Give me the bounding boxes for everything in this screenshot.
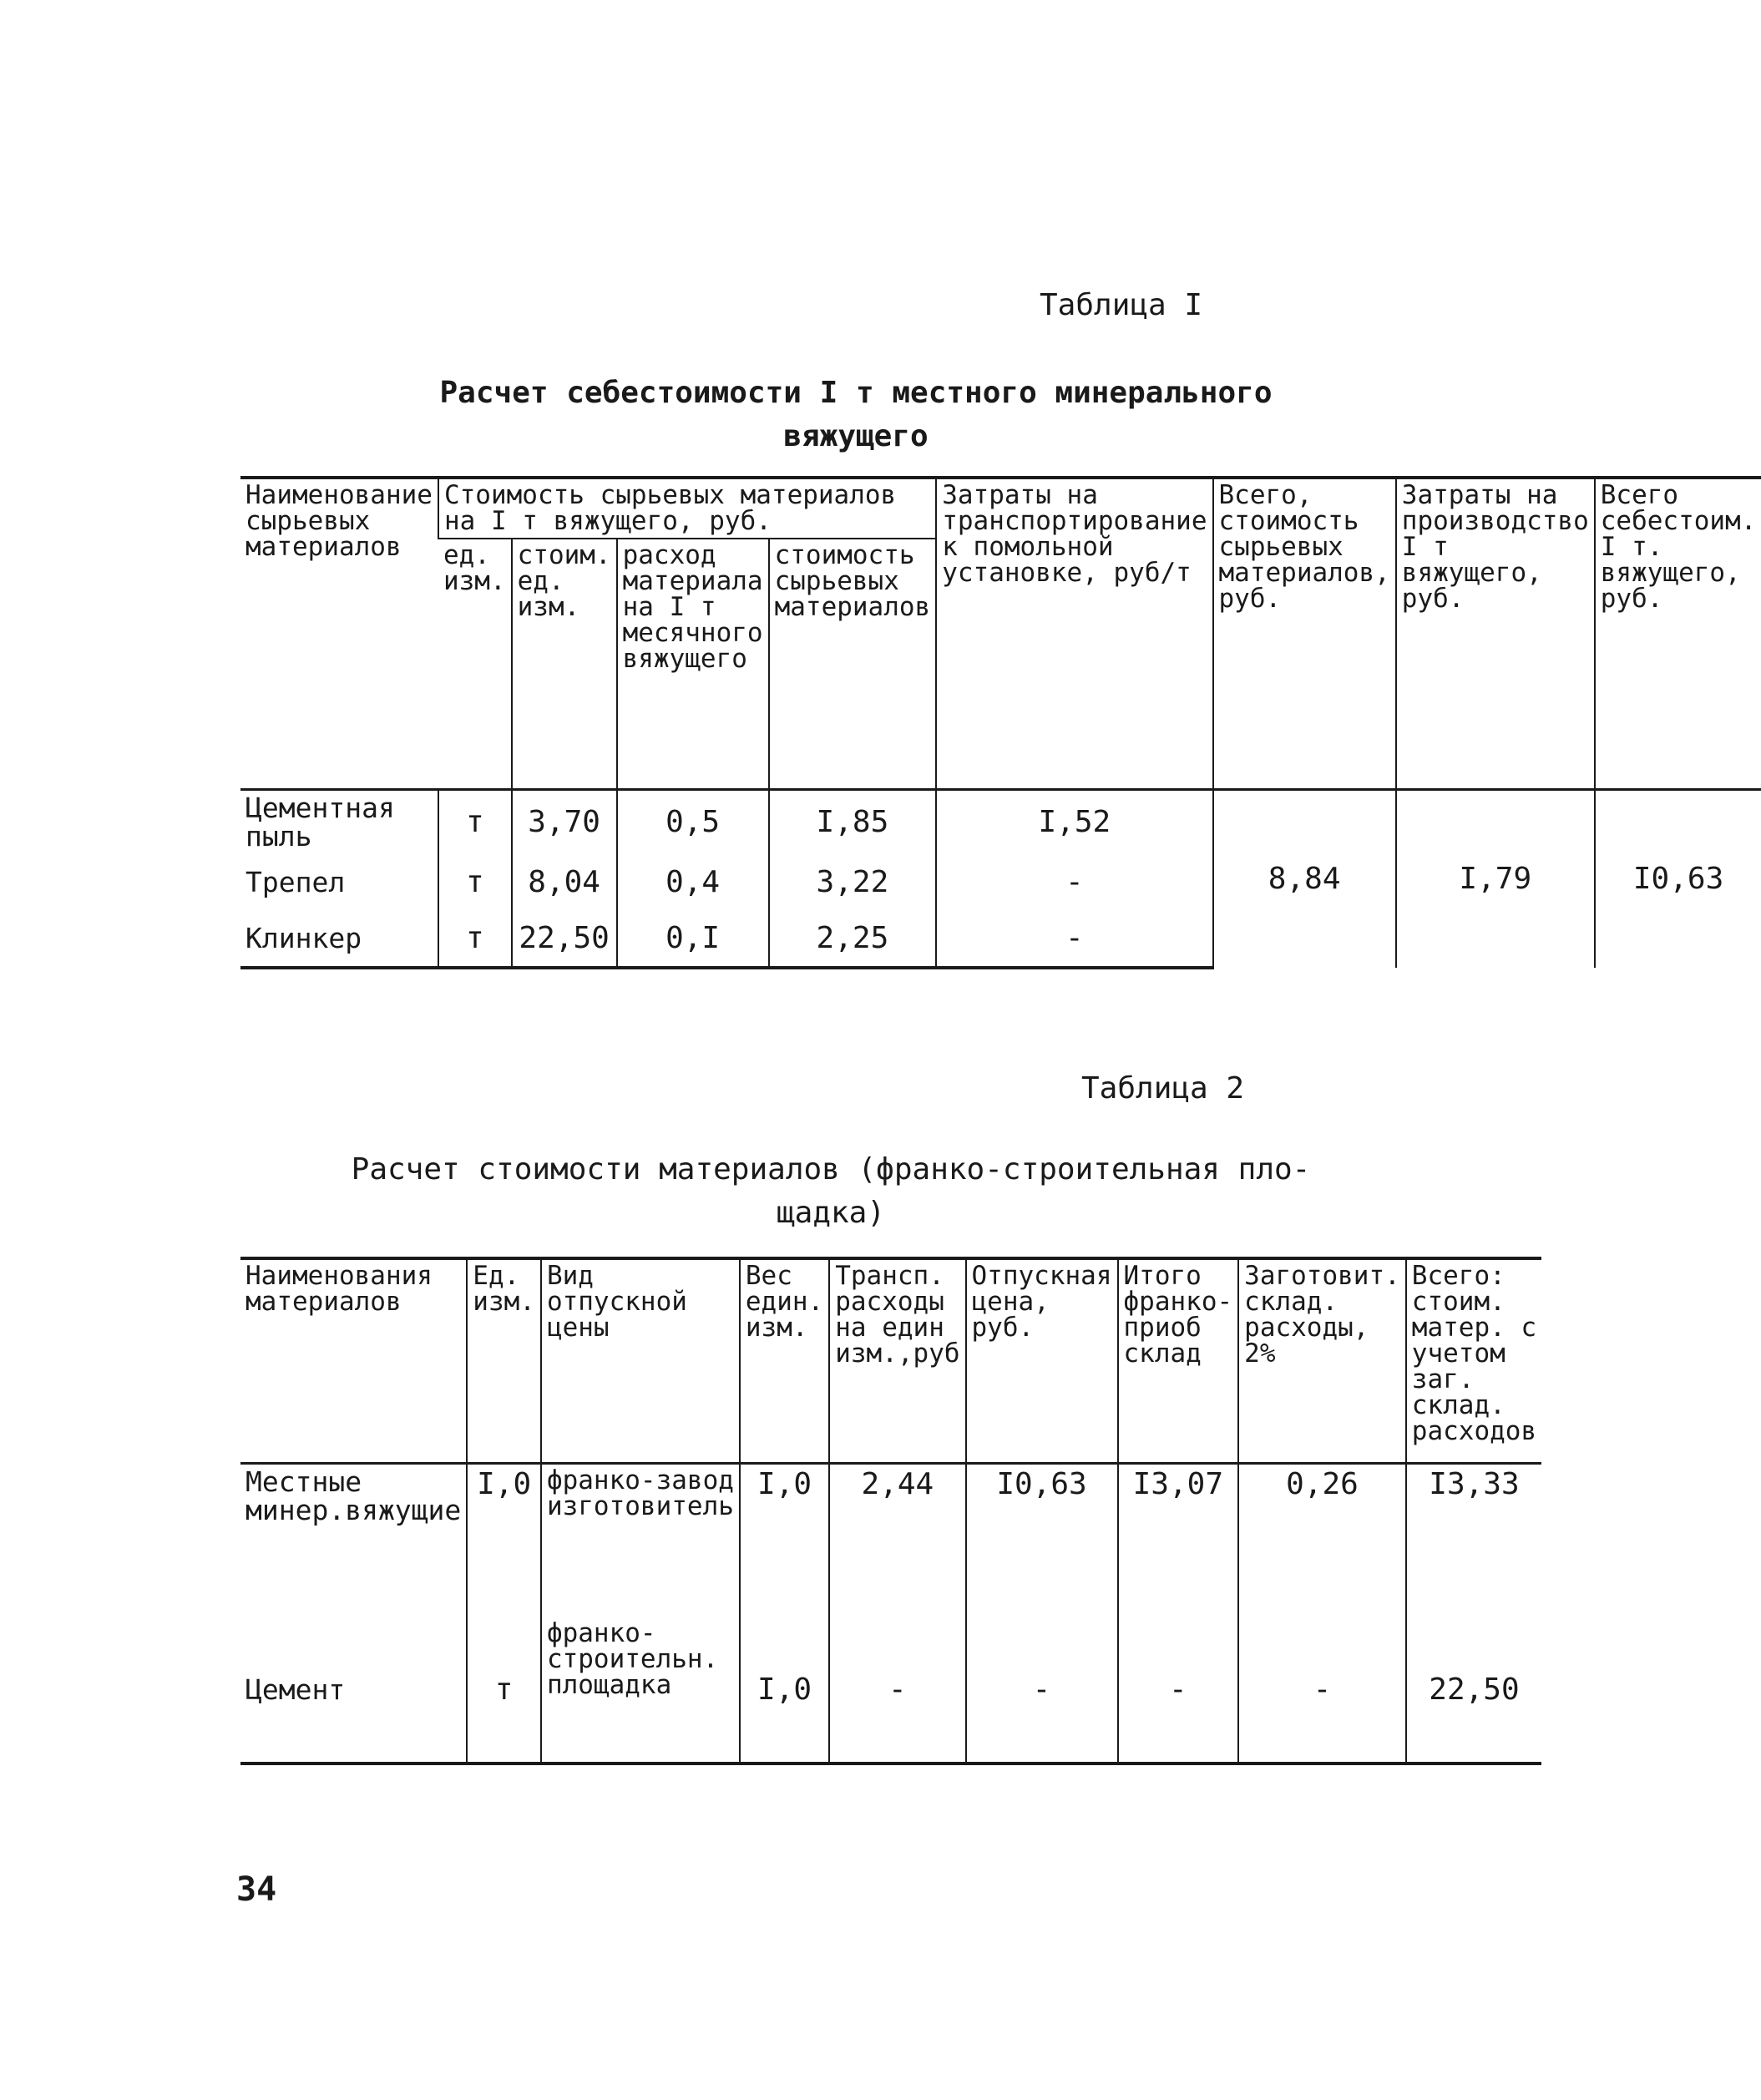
table1-caption: Таблица I bbox=[1040, 288, 1203, 322]
t1-header-production: Затраты на производство I т вяжущего, руб. bbox=[1396, 478, 1595, 789]
t2-row1-weight: I,0 bbox=[740, 1617, 829, 1763]
t2-header-name: Наименования материалов bbox=[240, 1258, 467, 1463]
t1-header-consumption: расход материала на I т месячного вяжущего bbox=[617, 539, 769, 789]
t2-row1-name: Цемент bbox=[240, 1617, 467, 1763]
t2-row0-price-type: франко-завод изготовитель bbox=[541, 1463, 740, 1617]
t2-row0-weight: I,0 bbox=[740, 1463, 829, 1617]
table1-title bbox=[351, 372, 1361, 458]
t2-header-price-type: Вид отпускной цены bbox=[541, 1258, 740, 1463]
t1-row0-cost: I,85 bbox=[769, 789, 937, 854]
t1-row2-transport: - bbox=[936, 911, 1212, 968]
t1-row0-consumption: 0,5 bbox=[617, 789, 769, 854]
t1-row1-cost: 3,22 bbox=[769, 854, 937, 911]
table1-title-line2: вяжущего bbox=[783, 419, 929, 453]
t1-header-unit: ед. изм. bbox=[438, 539, 512, 789]
t1-header-group: Стоимость сырьевых материалов на I т вяжущего, руб. bbox=[438, 478, 936, 539]
t2-row0-total: I3,33 bbox=[1406, 1463, 1541, 1617]
t2-row0-unit: I,0 bbox=[467, 1463, 541, 1617]
t1-row2-unit: т bbox=[438, 911, 512, 968]
t2-header-weight: Вес един. изм. bbox=[740, 1258, 829, 1463]
table2-caption: Таблица 2 bbox=[1081, 1071, 1245, 1106]
t1-row1-unit-cost: 8,04 bbox=[512, 854, 617, 911]
table-row bbox=[240, 789, 1761, 854]
table2-title-line2: щадка) bbox=[776, 1196, 886, 1230]
t1-total: I0,63 bbox=[1595, 789, 1761, 968]
t2-row1-release-price: - bbox=[966, 1617, 1118, 1763]
table-row bbox=[240, 1463, 1541, 1617]
t2-header-unit: Ед. изм. bbox=[467, 1258, 541, 1463]
table2-title bbox=[317, 1148, 1344, 1235]
t1-row2-cost: 2,25 bbox=[769, 911, 937, 968]
t2-header-transport: Трансп. расходы на един изм.,руб bbox=[829, 1258, 965, 1463]
table2 bbox=[240, 1257, 1541, 1765]
t1-row1-name: Трепел bbox=[245, 865, 346, 898]
t1-row1-unit: т bbox=[438, 854, 512, 911]
t1-row0-name: Цементная пыль bbox=[245, 791, 395, 853]
t1-row2-unit-cost: 22,50 bbox=[512, 911, 617, 968]
t1-row0-unit-cost: 3,70 bbox=[512, 789, 617, 854]
t1-header-total-raw: Всего, стоимость сырьевых материалов, руб. bbox=[1213, 478, 1396, 789]
t2-row0-name: Местные минер.вяжущие bbox=[245, 1465, 462, 1526]
t2-row1-price-type: франко-строительн. площадка bbox=[541, 1617, 740, 1763]
t1-production: I,79 bbox=[1396, 789, 1595, 968]
t1-header-total: Всего себестоим. I т. вяжущего, руб. bbox=[1595, 478, 1761, 789]
t1-header-cost: стоимость сырьевых материалов bbox=[769, 539, 937, 789]
t2-header-release-price: Отпускная цена, руб. bbox=[966, 1258, 1118, 1463]
t1-row1-transport: - bbox=[936, 854, 1212, 911]
table1-title-line1: Расчет себестоимости I т местного минерального bbox=[439, 376, 1273, 410]
table1 bbox=[240, 476, 1761, 969]
t1-row0-unit: т bbox=[438, 789, 512, 854]
page-number: 34 bbox=[236, 1870, 277, 1909]
t1-header-name: Наименование сырьевых материалов bbox=[240, 478, 438, 789]
t1-total-raw: 8,84 bbox=[1213, 789, 1396, 968]
t2-row1-procurement: - bbox=[1238, 1617, 1406, 1763]
t2-row0-release-price: I0,63 bbox=[966, 1463, 1118, 1617]
t1-row2-consumption: 0,I bbox=[617, 911, 769, 968]
t2-row0-franco-total: I3,07 bbox=[1118, 1463, 1239, 1617]
t1-row1-consumption: 0,4 bbox=[617, 854, 769, 911]
table-row bbox=[240, 1617, 1541, 1763]
t2-row0-procurement: 0,26 bbox=[1238, 1463, 1406, 1617]
t2-row0-transport: 2,44 bbox=[829, 1463, 965, 1617]
t2-row1-transport: - bbox=[829, 1617, 965, 1763]
t2-header-procurement: Заготовит. склад. расходы, 2% bbox=[1238, 1258, 1406, 1463]
t1-header-transport: Затраты на транспортирование к помольной установке, руб/т bbox=[936, 478, 1212, 789]
t2-row1-franco-total: - bbox=[1118, 1617, 1239, 1763]
table2-title-line1: Расчет стоимости материалов (франко-строительная пло- bbox=[351, 1152, 1311, 1187]
t2-header-franco-total: Итого франко-приоб склад bbox=[1118, 1258, 1239, 1463]
t1-row0-transport: I,52 bbox=[936, 789, 1212, 854]
t1-row2-name: Клинкер bbox=[240, 911, 438, 968]
t1-header-unit-cost: стоим. ед. изм. bbox=[512, 539, 617, 789]
t2-row1-unit: т bbox=[467, 1617, 541, 1763]
t2-row1-total: 22,50 bbox=[1406, 1617, 1541, 1763]
t2-header-total: Всего: стоим. матер. с учетом заг. склад. расходов bbox=[1406, 1258, 1541, 1463]
